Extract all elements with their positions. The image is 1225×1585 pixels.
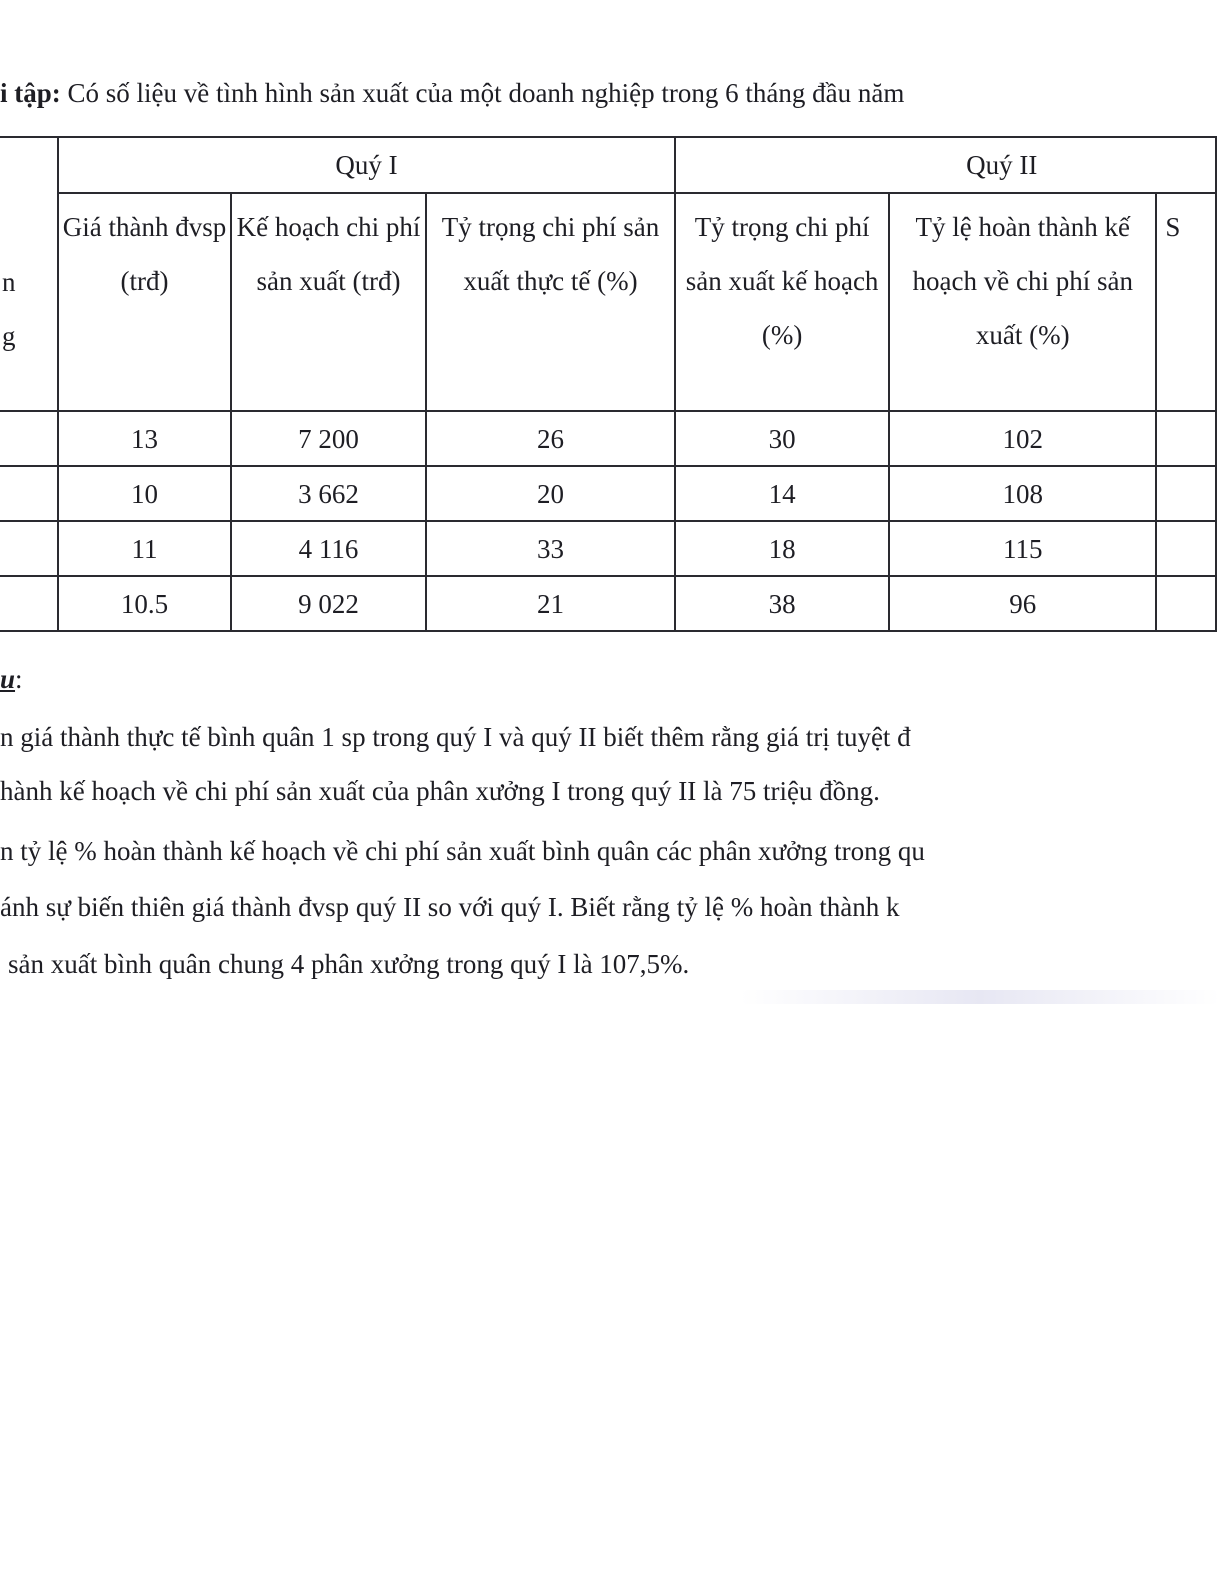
table-cell-clipped	[1156, 411, 1216, 466]
row-label	[0, 411, 58, 466]
requirement-line-1: n giá thành thực tế bình quân 1 sp trong quý I và quý II biết thêm rằng giá trị tuyệt đ	[0, 722, 911, 752]
quarter-2-header: Quý II	[675, 137, 1216, 193]
exercise-label: i tập:	[0, 78, 61, 108]
table-cell-clipped	[1156, 521, 1216, 576]
table-cell: 115	[889, 521, 1156, 576]
quarter-1-header: Quý I	[58, 137, 675, 193]
table-cell: 102	[889, 411, 1156, 466]
row-label	[0, 521, 58, 576]
table-cell: 14	[675, 466, 889, 521]
requirement-line-5: sản xuất bình quân chung 4 phân xưởng trong quý I là 107,5%.	[8, 949, 690, 979]
left-header-line-2: g	[2, 321, 16, 351]
header-unit-cost: Giá thành đvsp (trđ)	[58, 193, 231, 411]
requirement-line-3: n tỷ lệ % hoàn thành kế hoạch về chi phí sản xuất bình quân các phân xưởng trong qu	[0, 836, 925, 866]
table-cell: 26	[426, 411, 675, 466]
table-cell: 18	[675, 521, 889, 576]
table-row	[0, 411, 1216, 466]
left-header-line-1: n	[2, 267, 16, 297]
table-cell-clipped	[1156, 466, 1216, 521]
requirements-label-suffix: :	[15, 664, 23, 694]
table-cell: 20	[426, 466, 675, 521]
table-cell: 108	[889, 466, 1156, 521]
scan-smudge	[740, 990, 1220, 1004]
table-row	[0, 576, 1216, 631]
header-completion-rate: Tỷ lệ hoàn thành kế hoạch về chi phí sản xuất (%)	[889, 193, 1156, 411]
table-cell: 3 662	[231, 466, 426, 521]
table-cell: 9 022	[231, 576, 426, 631]
requirements-heading	[0, 662, 23, 696]
table-cell: 10.5	[58, 576, 231, 631]
header-clipped: S	[1156, 193, 1216, 411]
table-cell: 13	[58, 411, 231, 466]
table-row	[0, 521, 1216, 576]
table-cell: 38	[675, 576, 889, 631]
exercise-title	[0, 76, 904, 110]
requirement-line-2: hành kế hoạch về chi phí sản xuất của phân xưởng I trong quý II là 75 triệu đồng.	[0, 776, 880, 806]
table-cell: 7 200	[231, 411, 426, 466]
table-cell: 33	[426, 521, 675, 576]
header-actual-share: Tỷ trọng chi phí sản xuất thực tế (%)	[426, 193, 675, 411]
table-cell-clipped	[1156, 576, 1216, 631]
table-cell: 21	[426, 576, 675, 631]
table-row	[0, 466, 1216, 521]
table-cell: 96	[889, 576, 1156, 631]
table-cell: 10	[58, 466, 231, 521]
table-cell: 30	[675, 411, 889, 466]
requirement-line-4: ánh sự biến thiên giá thành đvsp quý II so với quý I. Biết rằng tỷ lệ % hoàn thành k	[0, 892, 900, 922]
table-cell: 4 116	[231, 521, 426, 576]
left-header-cell	[0, 137, 58, 411]
header-planned-cost: Kế hoạch chi phí sản xuất (trđ)	[231, 193, 426, 411]
header-planned-share: Tỷ trọng chi phí sản xuất kế hoạch (%)	[675, 193, 889, 411]
row-label	[0, 466, 58, 521]
requirements-label: u	[0, 664, 16, 694]
row-label	[0, 576, 58, 631]
exercise-text: Có số liệu về tình hình sản xuất của một doanh nghiệp trong 6 tháng đầu năm	[60, 78, 905, 108]
production-table	[0, 136, 1217, 632]
table-cell: 11	[58, 521, 231, 576]
